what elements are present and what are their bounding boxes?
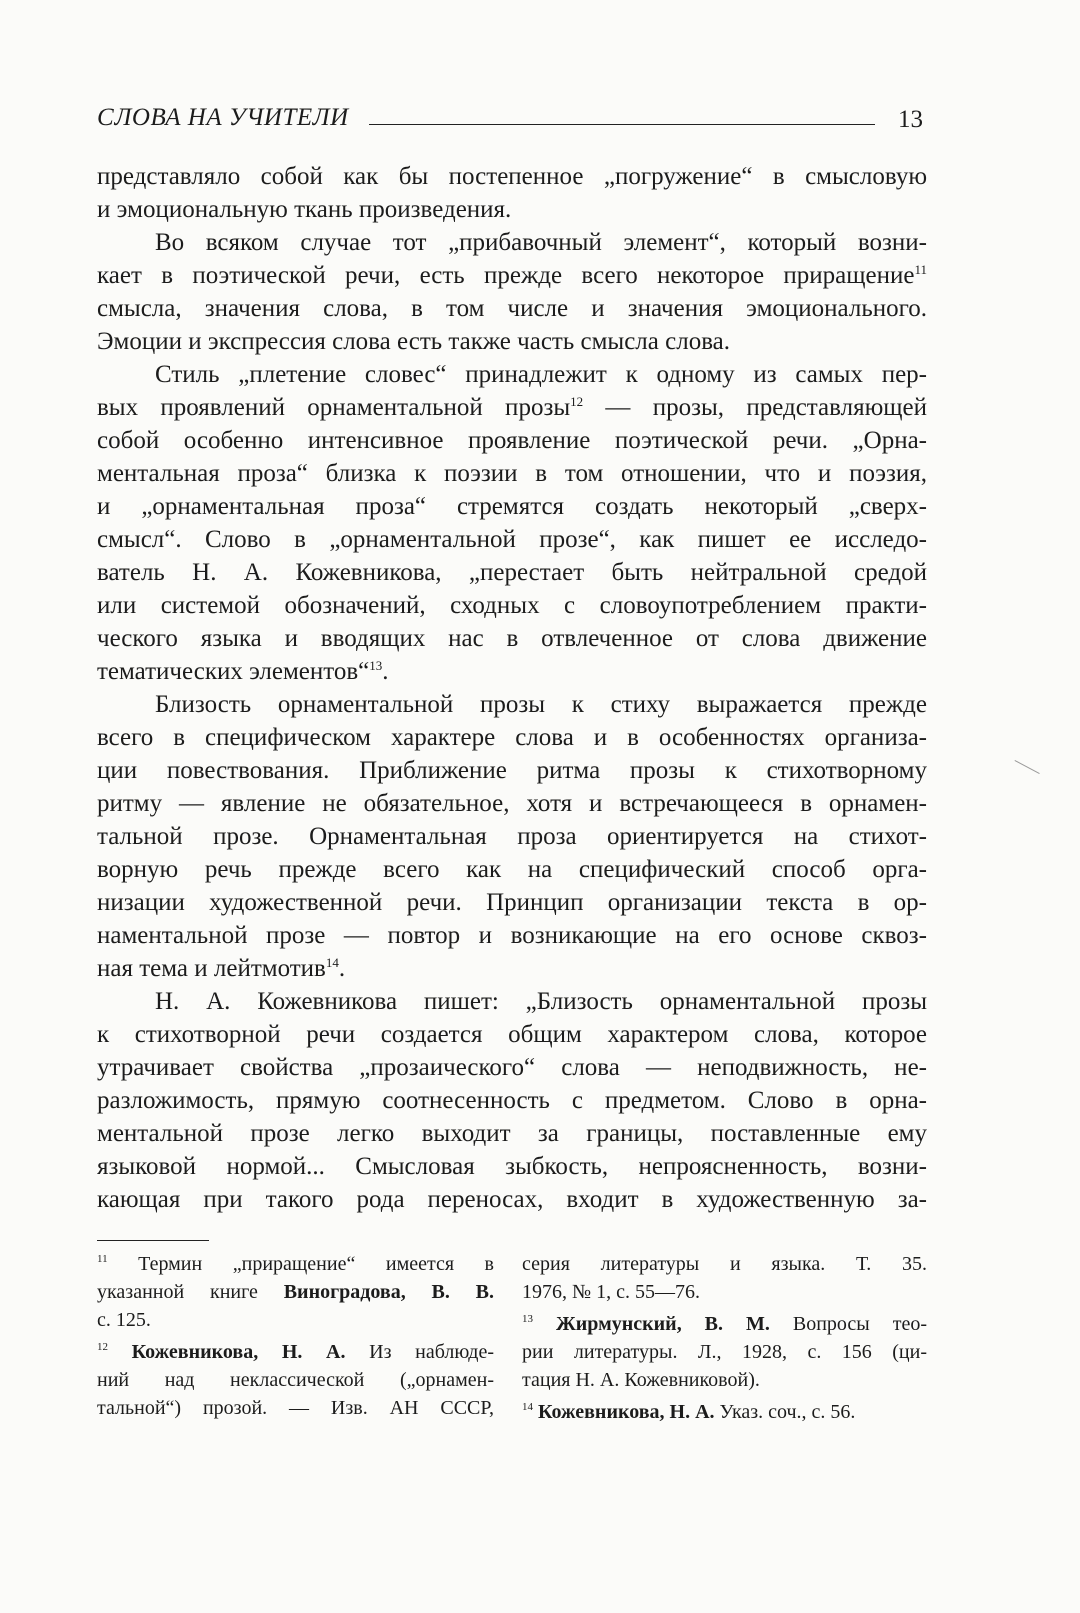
footnote-line: рии литературы. Л., 1928, с. 156 (ци- — [522, 1341, 927, 1363]
scan-mark — [1015, 760, 1040, 774]
text-line: представляло собой как бы постепенное „погружение“ в смысловую — [97, 163, 927, 190]
text-span: вых проявлений орнаментальной прозы — [97, 394, 571, 421]
footnote-line: тация Н. А. Кожевниковой). — [522, 1369, 760, 1391]
text-line: ментальной прозе легко выходит за границы, поставленные ему — [97, 1120, 927, 1147]
footnote-text: Термин „приращение“ имеется в — [138, 1253, 495, 1275]
text-line: Эмоции и экспрессия слова есть также часть смысла слова. — [97, 328, 731, 355]
text-line: разложимость, прямую соотнесенность с предметом. Слово в орна- — [97, 1087, 927, 1114]
footnote-line: ний над неклассической („орнамен- — [97, 1369, 494, 1391]
footnote-line: тальной“) прозой. — Изв. АН СССР, — [97, 1397, 494, 1419]
footnote-ref[interactable]: 11 — [914, 262, 927, 277]
text-line: и „орнаментальная проза“ стремятся создать некоторый „сверх- — [97, 493, 927, 520]
footnote-ref[interactable]: 12 — [570, 394, 584, 409]
text-line: ментальная проза“ близка к поэзии в том отношении, что и поэзия, — [97, 460, 927, 487]
footnote-12 — [97, 1338, 494, 1422]
header-rule — [369, 124, 875, 125]
text-line: низации художественной речи. Принцип организации текста в ор- — [97, 889, 927, 916]
footnote-line: с. 125. — [97, 1309, 151, 1331]
footnote-line — [97, 1250, 494, 1278]
footnote-ref[interactable]: 13 — [369, 658, 383, 673]
footnote-text: Из наблюде- — [345, 1341, 494, 1363]
text-span: — прозы, представляющей — [583, 394, 927, 421]
text-line: или системой обозначений, сходных с словоупотреблением практи- — [97, 592, 927, 619]
text-line: кающая при такого рода переносах, входит в художественную за- — [97, 1186, 927, 1213]
footnote-author: Жирмунский, В. М. — [555, 1313, 770, 1335]
main-text — [97, 160, 927, 1216]
text-line: собой особенно интенсивное проявление поэтической речи. „Орна- — [97, 427, 927, 454]
footnote-ref[interactable]: 14 — [325, 955, 339, 970]
footnote-text: указанной книге — [97, 1281, 284, 1303]
text-line — [97, 952, 927, 985]
text-line — [97, 391, 927, 424]
text-line — [97, 259, 927, 292]
text-span: кает в поэтической речи, есть прежде всего некоторое приращение — [97, 262, 915, 289]
footnote-13 — [522, 1310, 927, 1394]
text-line: Во всяком случае тот „прибавочный элемент“, который возни- — [155, 229, 927, 256]
footnote-number: 13 — [522, 1313, 533, 1325]
text-line: ворную речь прежде всего как на специфический способ орга- — [97, 856, 927, 883]
footnotes-left-column — [97, 1250, 494, 1422]
footnote-14 — [522, 1398, 927, 1426]
text-line: тальной прозе. Орнаментальная проза ориентируется на стихот- — [97, 823, 927, 850]
text-line: Близость орнаментальной прозы к стиху выражается прежде — [155, 691, 927, 718]
footnote-author: Кожевникова, Н. А. — [538, 1401, 715, 1423]
text-line: ватель Н. А. Кожевникова, „перестает быть нейтральной средой — [97, 559, 927, 586]
footnote-line — [97, 1338, 494, 1366]
footnote-line: 1976, № 1, с. 55—76. — [522, 1281, 700, 1303]
text-line: и эмоциональную ткань произведения. — [97, 196, 512, 223]
text-line: Н. А. Кожевникова пишет: „Близость орнаментальной прозы — [155, 988, 927, 1015]
text-line: ритму — явление не обязательное, хотя и встречающееся в орнамен- — [97, 790, 927, 817]
text-line: к стихотворной речи создается общим характером слова, которое — [97, 1021, 927, 1048]
page-number: 13 — [898, 106, 923, 133]
text-line: наментальной прозе — повтор и возникающие на его основе сквоз- — [97, 922, 927, 949]
text-line: Стиль „плетение словес“ принадлежит к одному из самых пер- — [155, 361, 927, 388]
text-line: утрачивает свойства „прозаического“ слова — неподвижность, не- — [97, 1054, 927, 1081]
text-span: . — [338, 955, 346, 982]
text-line: смысла, значения слова, в том числе и значения эмоционального. — [97, 295, 927, 322]
text-line: всего в специфическом характере слова и в особенностях организа- — [97, 724, 927, 751]
running-title: СЛОВА НА УЧИТЕЛИ — [97, 104, 349, 131]
text-line: смысл“. Слово в „орнаментальной прозе“, как пишет ее исследо- — [97, 526, 927, 553]
footnote-number: 11 — [97, 1253, 108, 1265]
text-line — [97, 655, 927, 688]
footnote-11 — [97, 1250, 494, 1334]
text-line: ции повествования. Приближение ритма прозы к стихотворному — [97, 757, 927, 784]
footnote-text: Вопросы тео- — [769, 1313, 927, 1335]
text-span: тематических элементов“ — [97, 658, 370, 685]
footnote-line — [522, 1398, 927, 1426]
footnote-line — [522, 1310, 927, 1338]
text-line: языковой нормой... Смысловая зыбкость, непроясненность, возни- — [97, 1153, 927, 1180]
footnote-separator — [97, 1240, 209, 1241]
footnote-author: Виноградова, В. В. — [283, 1281, 494, 1303]
footnote-number: 14 — [522, 1401, 533, 1413]
footnote-number: 12 — [97, 1341, 108, 1353]
footnote-text: Указ. соч., с. 56. — [714, 1401, 856, 1423]
footnote-line: серия литературы и языка. Т. 35. — [522, 1253, 927, 1275]
footnote-line — [97, 1278, 494, 1306]
text-span: . — [382, 658, 389, 685]
running-header — [97, 102, 927, 142]
footnotes-right-column — [522, 1250, 927, 1426]
text-span: ная тема и лейтмотив — [97, 955, 326, 982]
footnote-author: Кожевникова, Н. А. — [131, 1341, 346, 1363]
text-line: ческого языка и вводящих нас в отвлеченное от слова движение — [97, 625, 927, 652]
